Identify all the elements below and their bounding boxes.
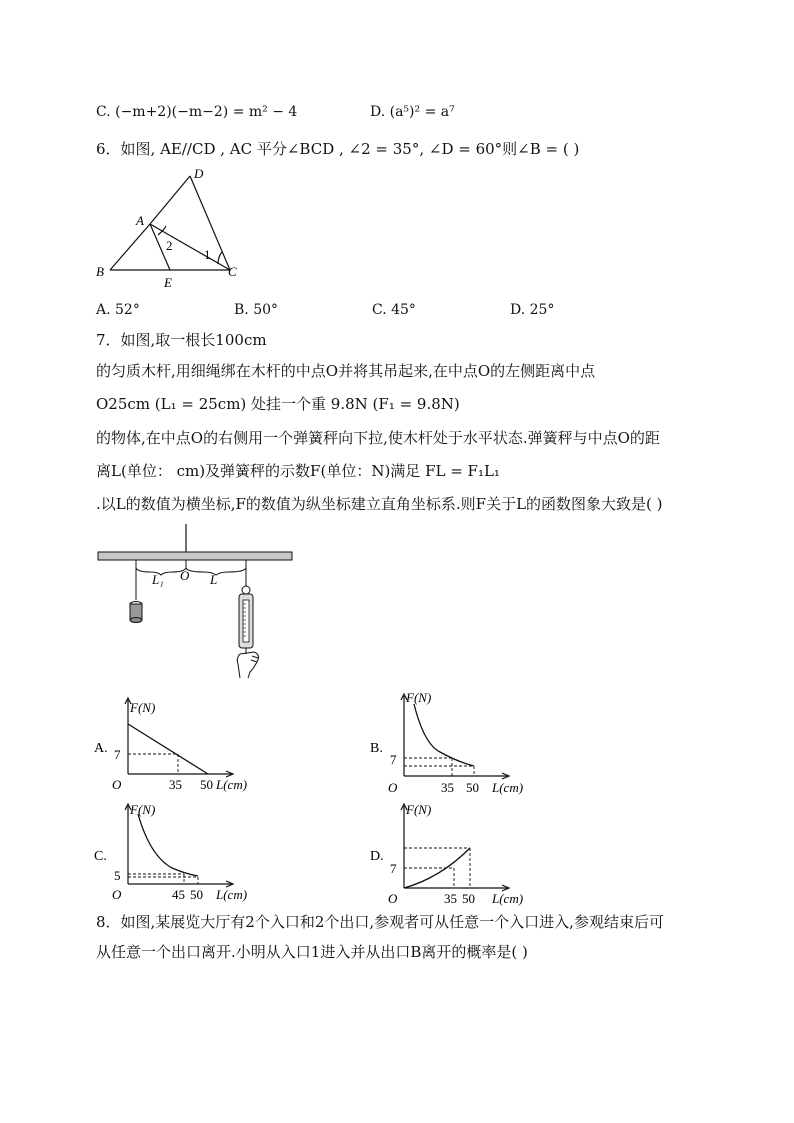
graph-letter: C. — [94, 849, 107, 864]
q5-option-d: D. (a⁵)² = a⁷ — [370, 104, 455, 120]
graph-option-c — [92, 798, 282, 902]
x-tick-label: 35 — [169, 777, 182, 792]
graph-option-d — [368, 796, 558, 906]
label-c: C — [228, 264, 237, 279]
graph-curve — [414, 704, 474, 766]
q7-line-3: O25cm (L₁ = 25cm) 处挂一个重 9.8N (F₁ = 9.8N) — [96, 395, 460, 413]
x-axis-label: L(cm) — [216, 887, 248, 902]
q6-option-b: B. 50° — [234, 302, 279, 318]
x-tick-label: 50 — [200, 777, 213, 792]
graph-letter: D. — [370, 849, 384, 864]
q6-option-d: D. 25° — [510, 302, 555, 318]
q5-option-c: C. (−m+2)(−m−2) = m² − 4 — [96, 104, 298, 120]
wooden-rod — [98, 552, 292, 560]
segment-ad — [150, 176, 190, 224]
x-tick-label: 50 — [466, 780, 479, 795]
y-axis-label: F(N) — [406, 690, 432, 705]
label-a: A — [136, 213, 144, 228]
q7-line-5: 离L(单位： cm)及弹簧秤的示数F(单位：N)满足 FL = F₁L₁ — [96, 462, 500, 480]
angle-2-arc — [158, 226, 166, 235]
graph-letter: B. — [370, 741, 383, 756]
x-tick-label: 35 — [441, 780, 454, 795]
graph-option-a — [92, 692, 282, 796]
q6-triangle-figure — [90, 164, 260, 292]
y-tick-label: 7 — [390, 861, 397, 876]
weight-icon — [130, 602, 142, 623]
label-d: D — [194, 166, 204, 181]
label-o: O — [180, 568, 190, 583]
origin-label: O — [388, 891, 398, 906]
x-axis-label: L(cm) — [492, 891, 524, 906]
q6-stem: 6．如图, AE//CD , AC 平分∠BCD , ∠2 = 35°, ∠D = 60°则∠B = ( ) — [96, 140, 580, 158]
q6-option-c: C. 45° — [372, 302, 416, 318]
origin-label: O — [112, 887, 122, 902]
label-l1: L₁ — [152, 572, 164, 587]
graph-option-b — [368, 686, 558, 798]
q7-line-6: .以L的数值为横坐标,F的数值为纵坐标建立直角坐标系.则F关于L的函数图象大致是( ) — [96, 495, 663, 513]
segment-ba — [110, 224, 150, 270]
x-tick-label: 50 — [462, 891, 475, 906]
label-l: L — [210, 572, 218, 587]
q7-line-4: 的物体,在中点O的右侧用一个弹簧秤向下拉,使木杆处于水平状态.弹簧秤与中点O的距 — [96, 429, 660, 447]
graph-curve — [128, 724, 208, 774]
angle-1-arc — [218, 252, 222, 264]
origin-label: O — [112, 777, 122, 792]
y-axis-label: F(N) — [130, 700, 156, 715]
q8-line-1: 8．如图,某展览大厅有2个入口和2个出口,参观者可从任意一个入口进入,参观结束后可 — [96, 913, 664, 931]
label-angle-2: 2 — [166, 238, 173, 253]
label-b: B — [96, 264, 104, 279]
q7-line-2: 的匀质木杆,用细绳绑在木杆的中点O并将其吊起来,在中点O的左侧距离中点 — [96, 362, 596, 380]
x-tick-label: 50 — [190, 887, 203, 902]
label-angle-1: 1 — [204, 247, 211, 262]
y-tick-label: 7 — [114, 747, 121, 762]
graph-curve — [138, 814, 198, 876]
graph-letter: A. — [94, 741, 108, 756]
label-e: E — [164, 275, 172, 290]
q7-lever-apparatus — [94, 522, 298, 680]
y-axis-label: F(N) — [406, 802, 432, 817]
x-axis-label: L(cm) — [492, 780, 524, 795]
q6-option-a: A. 52° — [96, 302, 140, 318]
q7-line-1: 7．如图,取一根长100cm — [96, 331, 267, 349]
x-tick-label: 35 — [444, 891, 457, 906]
y-tick-label: 7 — [390, 752, 397, 767]
hand-icon — [237, 652, 258, 678]
origin-label: O — [388, 780, 398, 795]
q8-line-2: 从任意一个出口离开.小明从入口1进入并从出口B离开的概率是( ) — [96, 943, 528, 961]
x-tick-label: 45 — [172, 887, 185, 902]
y-tick-label: 5 — [114, 868, 121, 883]
x-axis-label: L(cm) — [216, 777, 248, 792]
y-axis-label: F(N) — [130, 802, 156, 817]
spring-scale-icon — [239, 586, 253, 654]
